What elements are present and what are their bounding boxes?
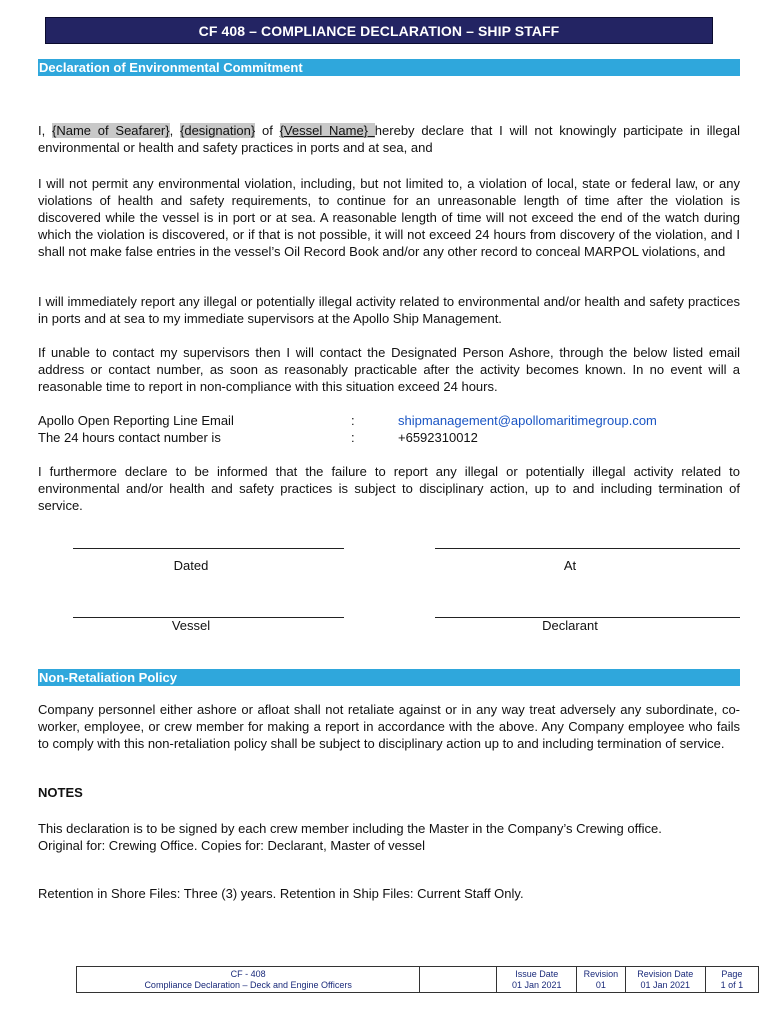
email-link[interactable]: shipmanagement@apollomaritimegroup.com [398,413,657,428]
footer-issue-date-label: Issue Date [515,968,559,979]
section-heading-environmental: Declaration of Environmental Commitment [38,59,740,76]
dpa-paragraph: If unable to contact my supervisors then I will contact the Designated Person Ashore, through the below listed email address or contact number, as soon as reasonably practicable after the activity becomes known. In no event will a reasonable time to report in non-compliance with this situation exceed 24 hours. [38,345,740,394]
intro-paragraph [38,122,740,156]
section-heading-non-retaliation: Non-Retaliation Policy [38,669,740,686]
notes-heading: NOTES [38,785,83,800]
footer-doc-id [77,967,420,993]
footer-page-label: Page [721,968,743,979]
disciplinary-paragraph: I furthermore declare to be informed that the failure to report any illegal or potentially illegal activity related to environmental and/or health and safety practices is subject to disciplinary action, up to and including termination of service. [38,464,740,513]
intro-sep1: , [169,123,180,138]
email-colon: : [351,413,355,428]
intro-sep2: of [255,123,280,138]
notes-line-2: Original for: Crewing Office. Copies for: Declarant, Master of vessel [38,838,426,853]
contact-row-email [38,412,740,429]
non-retaliation-paragraph: Company personnel either ashore or afloat shall not retaliate against or in any way treat adversely any subordinate, co-worker, employee, or crew member for making a report in accordance with the above. Any Company employee who fails to comply with this non-retaliation policy shall be subject to disciplinary action up to and including termination of service. [38,702,740,751]
violation-paragraph: I will not permit any environmental violation, including, but not limited to, a violation of local, state or federal law, or any violations of health and safety requirements, to continue for an unreasonable length of time after the violation is discovered while the vessel is in port or at sea. A reasonable length of time will not exceed the end of the watch during which the violation is discovered, or if that is not possible, it will not exceed 24 hours from discovery of the violation, and I shall not make false entries in the vessel’s Oil Record Book and/or any other record to conceal MARPOL violations, and [38,176,740,259]
footer-issue-date-value: 01 Jan 2021 [511,979,562,990]
footer-code: CF - 408 [230,968,266,979]
footer-revision-date [625,967,705,993]
footer-revision-date-label: Revision Date [637,968,694,979]
declarant-label: Declarant [542,618,598,633]
footer-doc-title: Compliance Declaration – Deck and Engine Officers [144,979,352,990]
notes-line-3: Retention in Shore Files: Three (3) years. Retention in Ship Files: Current Staff Only. [38,886,524,901]
notes-line-1: This declaration is to be signed by each crew member including the Master in the Company’s Crewing office. [38,821,662,836]
intro-rest: hereby declare that I will not knowingly participate in illegal environmental or health and safety practices in ports and at sea, and [38,123,740,155]
at-label: At [563,558,577,573]
reporting-paragraph: I will immediately report any illegal or potentially illegal activity related to environmental and/or health and safety practices in ports and at sea to my immediate supervisors at the Apollo Ship Management. [38,294,740,326]
phone-colon: : [351,430,355,445]
footer-revision-date-value: 01 Jan 2021 [640,979,690,990]
email-label: Apollo Open Reporting Line Email [38,413,234,428]
at-signature-line[interactable] [435,548,740,549]
contact-row-phone [38,429,740,446]
dated-label: Dated [173,558,209,573]
vessel-name-field[interactable]: {Vessel Name} [279,123,375,138]
document-footer [76,966,759,993]
footer-issue-date [497,967,577,993]
document-title: CF 408 – COMPLIANCE DECLARATION – SHIP STAFF [45,17,713,44]
footer-blank-cell [420,967,497,993]
seafarer-name-field[interactable]: {Name of Seafarer} [52,123,170,138]
footer-revision-label: Revision [583,968,619,979]
vessel-label: Vessel [171,618,211,633]
footer-revision-value: 01 [595,979,606,990]
intro-prefix: I, [38,123,52,138]
footer-revision [577,967,626,993]
phone-number: +6592310012 [398,430,478,445]
footer-page [705,967,758,993]
dated-signature-line[interactable] [73,548,344,549]
designation-field[interactable]: {designation} [180,123,256,138]
phone-label: The 24 hours contact number is [38,430,221,445]
footer-page-value: 1 of 1 [720,979,744,990]
